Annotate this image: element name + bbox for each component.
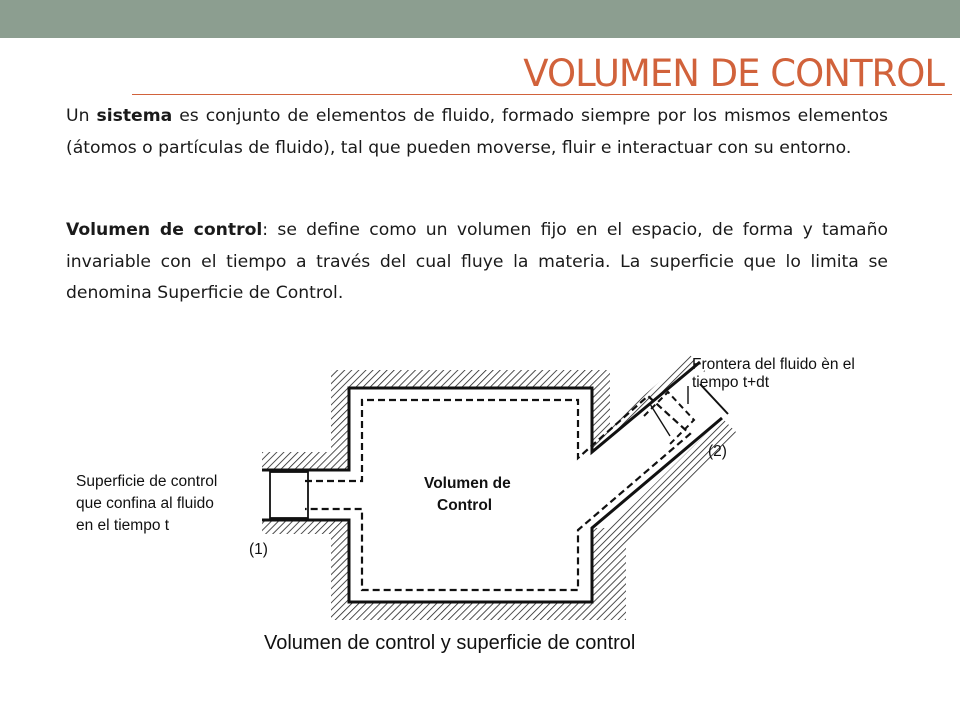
paragraph-system-lead: Un — [66, 106, 97, 126]
label-surface-line1: Superficie de control — [76, 473, 218, 490]
term-volumen-de-control: Volumen de control — [66, 220, 263, 240]
slide-title: VOLUMEN DE CONTROL — [523, 52, 944, 95]
label-surface-line3: en el tiempo t — [76, 517, 170, 534]
figure-caption: Volumen de control y superficie de control — [264, 632, 636, 654]
label-volume-line2: Control — [437, 497, 493, 514]
title-underline — [132, 94, 952, 95]
top-accent-bar — [0, 0, 960, 38]
label-boundary-line2: tiempo t+dt — [692, 374, 770, 391]
paragraph-system — [66, 101, 888, 164]
control-volume-diagram — [60, 340, 920, 640]
label-outlet-2: (2) — [708, 443, 727, 460]
term-sistema: sistema — [96, 106, 173, 126]
label-inlet-1: (1) — [249, 541, 268, 558]
paragraph-system-text: es conjunto de elementos de fluido, formado siempre por los mismos elementos (átomos o partículas de fluido), tal que pueden moverse, fluir e interactuar con su entorno. — [66, 106, 888, 158]
label-boundary-line1: Frontera del fluido èn el — [692, 356, 855, 373]
label-volume-line1: Volumen de — [424, 475, 511, 492]
paragraph-control-volume-text: : se define como un volumen fijo en el espacio, de forma y tamaño invariable con el tiempo a través del cual fluye la materia. La superficie que lo limita se denomina Superficie de Control. — [66, 220, 888, 303]
paragraph-control-volume — [66, 215, 888, 310]
label-surface-line2: que confina al fluido — [76, 495, 214, 512]
